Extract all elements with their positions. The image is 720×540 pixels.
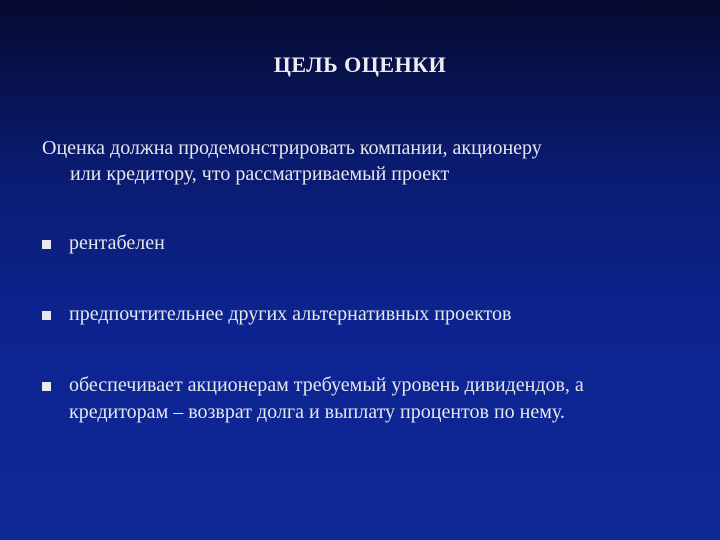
square-bullet-icon — [42, 382, 51, 391]
square-bullet-icon — [42, 240, 51, 249]
intro-line-1: Оценка должна продемонстрировать компании, акционеру — [42, 137, 542, 159]
bullet-item — [42, 301, 682, 328]
intro-paragraph — [42, 135, 682, 187]
bullet-item — [42, 230, 682, 257]
slide-title: ЦЕЛЬ ОЦЕНКИ — [273, 52, 447, 77]
bullet-text: предпочтительнее других альтернативных проектов — [69, 303, 512, 325]
intro-line-2: или кредитору, что рассматриваемый проект — [70, 163, 450, 185]
bullet-text: рентабелен — [69, 232, 165, 254]
bullet-item — [42, 372, 682, 426]
bullet-text: обеспечивает акционерам требуемый уровень дивидендов, а кредиторам – возврат долга и выплату процентов по нему. — [69, 374, 584, 423]
square-bullet-icon — [42, 311, 51, 320]
